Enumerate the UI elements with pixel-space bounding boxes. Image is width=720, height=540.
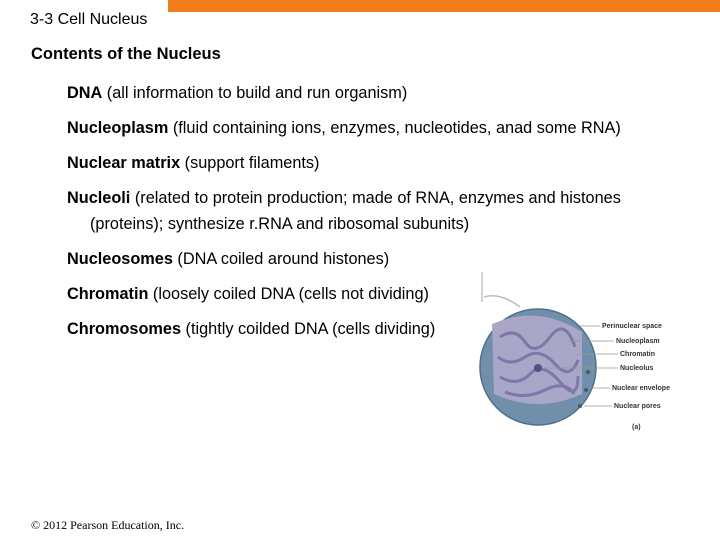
bullet-desc: (tightly coilded DNA (cells dividing) [181,320,436,338]
bullet-dna [67,80,647,106]
nuclear-pore [586,370,590,374]
bullet-term: DNA [67,84,103,102]
bullet-desc: (support filaments) [180,154,320,172]
bullet-desc: (fluid containing ions, enzymes, nucleotides, anad some RNA) [168,119,621,137]
label-nucleolus: Nucleolus [620,365,654,372]
slide-header: 3-3 Cell Nucleus [30,11,148,28]
bullet-desc: (all information to build and run organism) [102,84,408,102]
bullet-desc: (related to protein production; made of RNA, enzymes and histones (proteins); synthesize r.RNA and ribosomal subunits) [90,189,621,233]
bullet-nucleoli [67,185,647,237]
bullet-term: Nucleoli [67,189,131,207]
label-panel-a: (a) [632,424,641,431]
pointer-arrow [484,296,520,307]
bullet-nucleosomes [67,246,647,272]
bullet-term: Chromatin [67,285,149,303]
label-perinuclear-space: Perinuclear space [602,323,662,330]
slide-title: Contents of the Nucleus [31,45,221,63]
bullet-desc: (loosely coiled DNA (cells not dividing) [148,285,429,303]
bullet-term: Chromosomes [67,320,181,338]
bullet-term: Nuclear matrix [67,154,181,172]
nuclear-pore [584,388,588,392]
label-nuclear-pores: Nuclear pores [614,403,661,410]
copyright-footer: © 2012 Pearson Education, Inc. [31,518,185,532]
bullet-term: Nucleosomes [67,250,173,268]
bullet-nucleoplasm [67,115,647,141]
bullet-term: Nucleoplasm [67,119,169,137]
nucleolus [534,364,542,372]
nuclear-pore [578,404,582,408]
label-nuclear-envelope: Nuclear envelope [612,385,670,392]
label-nucleoplasm: Nucleoplasm [616,338,660,345]
bullet-desc: (DNA coiled around histones) [172,250,390,268]
nucleus-diagram [470,272,720,442]
bullet-nuclear-matrix [67,150,647,176]
label-chromatin: Chromatin [620,351,655,358]
